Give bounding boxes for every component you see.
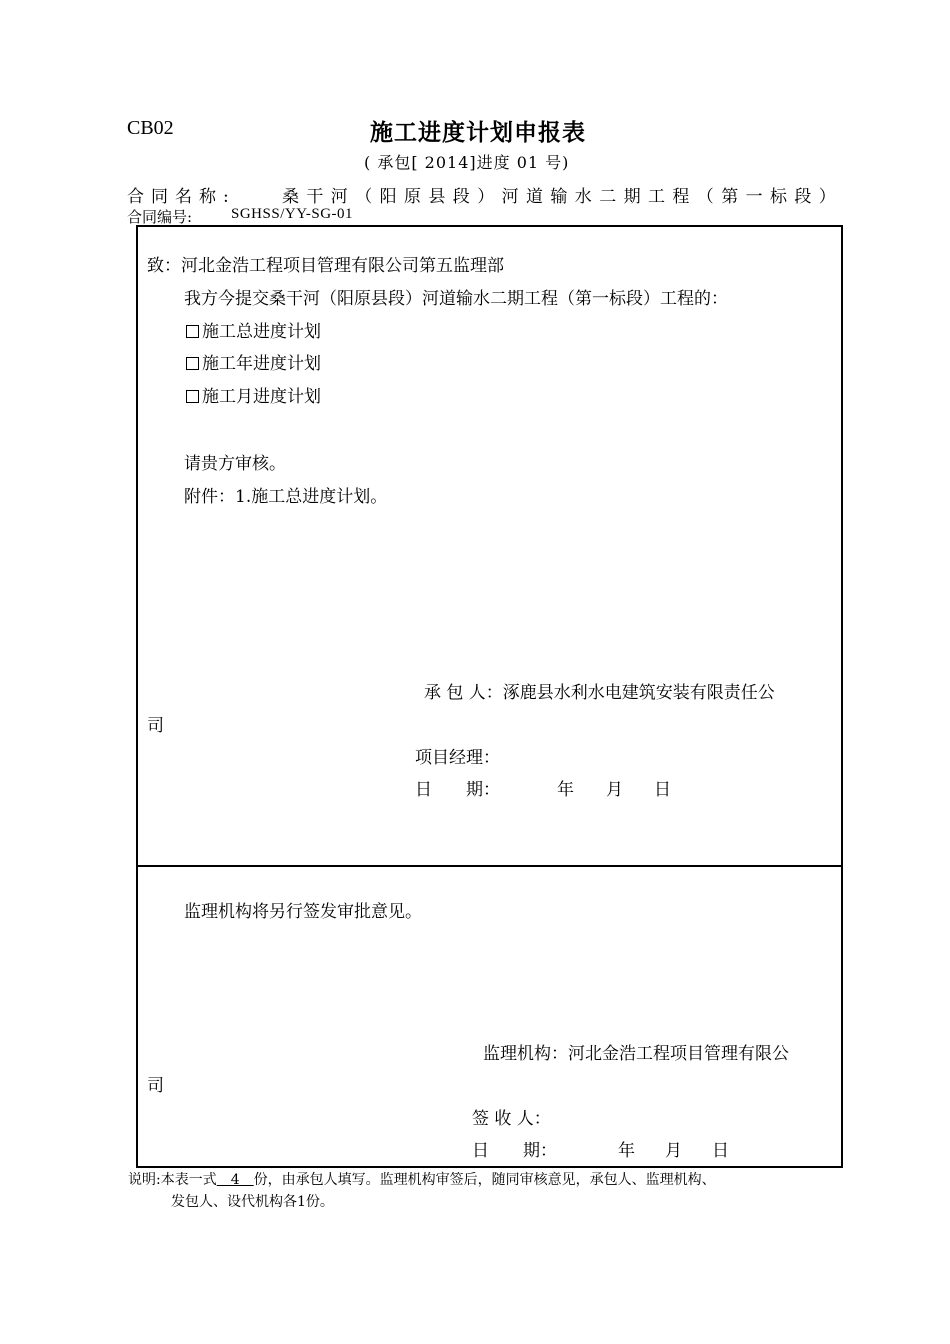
contract-number-label: 合同编号: xyxy=(127,208,193,226)
receiver-label: 签 收 人： xyxy=(472,1109,551,1129)
date-year: 年 xyxy=(618,1141,635,1161)
footnote-line-2: 发包人、设代机构各1份。 xyxy=(171,1194,334,1210)
attachment-line: 附件：1.施工总进度计划。 xyxy=(184,487,388,507)
form-title: 施工进度计划申报表 xyxy=(370,119,586,146)
supervisor-agency-line: 监理机构：河北金浩工程项目管理有限公 xyxy=(483,1044,789,1064)
project-manager-label: 项目经理： xyxy=(415,748,500,768)
section-divider xyxy=(138,865,841,867)
contract-name-label: 合同名称: xyxy=(127,187,236,207)
date-month: 月 xyxy=(665,1141,682,1161)
contractor-line: 承 包 人：涿鹿县水利水电建筑安装有限责任公 xyxy=(424,683,775,703)
option-label: 施工年进度计划 xyxy=(202,354,321,374)
recipient-line: 致：河北金浩工程项目管理有限公司第五监理部 xyxy=(147,256,504,276)
footnote-copies: 4 xyxy=(216,1172,254,1188)
supervisor-opinion: 监理机构将另行签发审批意见。 xyxy=(184,902,422,922)
checkbox[interactable] xyxy=(186,325,199,338)
supervisor-agency-wrap: 司 xyxy=(147,1076,164,1096)
date-label: 日 期： xyxy=(415,780,500,800)
date-day: 日 xyxy=(654,780,671,800)
checkbox[interactable] xyxy=(186,390,199,403)
form-number: ( 承包[ 2014]进度 01 号) xyxy=(364,153,570,172)
footnote-rest: 份，由承包人填写。监理机构审签后，随同审核意见，承包人、监理机构、 xyxy=(253,1172,716,1188)
contract-number-value: SGHSS/YY-SG-01 xyxy=(231,206,354,222)
option-annual-schedule[interactable] xyxy=(186,349,321,374)
submission-intro: 我方今提交桑干河（阳原县段）河道输水二期工程（第一标段）工程的： xyxy=(184,289,728,309)
checkbox[interactable] xyxy=(186,357,199,370)
option-total-schedule[interactable] xyxy=(186,317,321,342)
review-request: 请贵方审核。 xyxy=(184,454,286,474)
date-day: 日 xyxy=(712,1141,729,1161)
footnote-prefix: 说明:本表一式 xyxy=(128,1172,217,1188)
form-code: CB02 xyxy=(127,117,174,139)
date-month: 月 xyxy=(606,780,623,800)
form-table xyxy=(136,225,843,1168)
option-label: 施工总进度计划 xyxy=(202,322,321,342)
option-monthly-schedule[interactable] xyxy=(186,382,321,407)
contractor-line-wrap: 司 xyxy=(147,716,164,736)
date-label: 日 期： xyxy=(472,1141,557,1161)
footnote-line-1 xyxy=(128,1169,716,1189)
contract-name-value: 桑干河（阳原县段）河道输水二期工程（第一标段） xyxy=(282,187,844,207)
option-label: 施工月进度计划 xyxy=(202,387,321,407)
date-year: 年 xyxy=(557,780,574,800)
